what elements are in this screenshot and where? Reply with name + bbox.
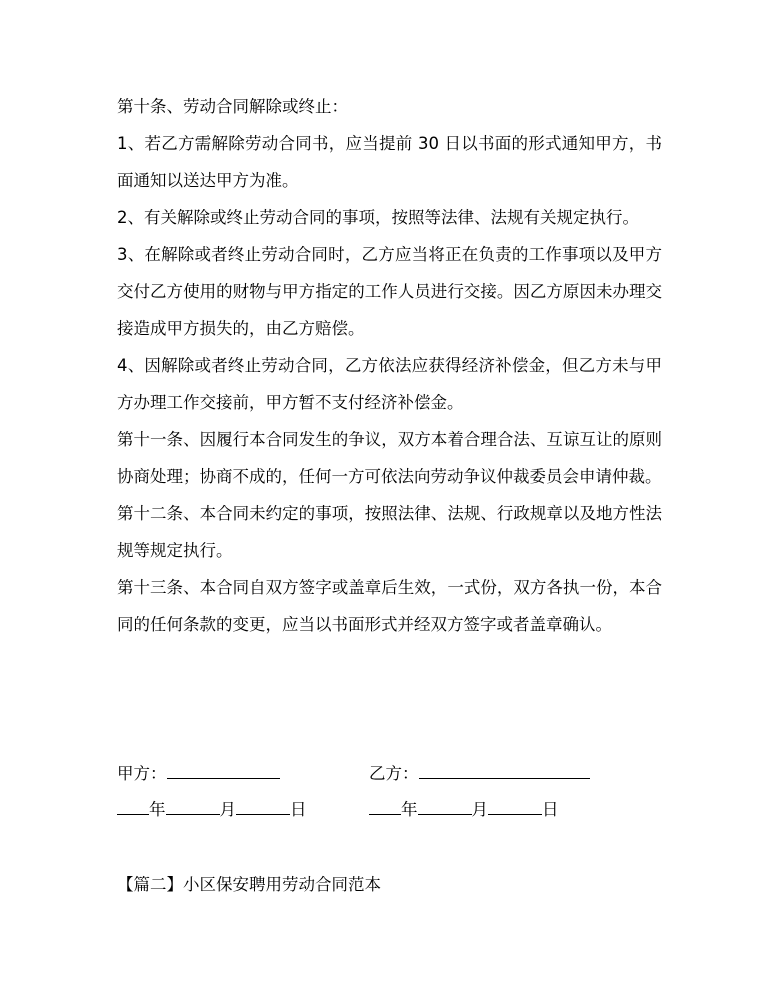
party-a-year-line bbox=[117, 790, 149, 815]
party-a-month-line bbox=[166, 790, 220, 815]
contract-body bbox=[117, 88, 662, 643]
party-b-month-line bbox=[418, 790, 472, 815]
clause-11: 第十一条、因履行本合同发生的争议，双方本着合理合法、互谅互让的原则协商处理；协商不成的，任何一方可依法向劳动争议仲裁委员会申请仲裁。 bbox=[117, 430, 662, 486]
clause-10-item-2: 2、有关解除或终止劳动合同的事项，按照等法律、法规有关规定执行。 bbox=[117, 208, 639, 227]
party-b-day-label: 日 bbox=[542, 800, 559, 819]
party-b-year-line bbox=[369, 790, 401, 815]
clause-12: 第十二条、本合同未约定的事项，按照法律、法规、行政规章以及地方性法规等规定执行。 bbox=[117, 504, 662, 560]
next-section-title: 【篇二】小区保安聘用劳动合同范本 bbox=[117, 875, 381, 894]
party-b-label: 乙方： bbox=[369, 764, 419, 783]
party-a-year-label: 年 bbox=[149, 800, 166, 819]
party-a-month-label: 月 bbox=[219, 800, 236, 819]
clause-13: 第十三条、本合同自双方签字或盖章后生效，一式份，双方各执一份，本合同的任何条款的变更，应当以书面形式并经双方签字或者盖章确认。 bbox=[117, 578, 662, 634]
party-a-day-label: 日 bbox=[290, 800, 307, 819]
clause-10-item-1: 1、若乙方需解除劳动合同书，应当提前 30 日以书面的形式通知甲方，书面通知以送达甲方为准。 bbox=[117, 134, 662, 190]
clause-10-heading: 第十条、劳动合同解除或终止： bbox=[117, 97, 348, 116]
party-a-label: 甲方： bbox=[117, 764, 167, 783]
clause-10-item-4: 4、因解除或者终止劳动合同，乙方依法应获得经济补偿金，但乙方未与甲方办理工作交接前，甲方暂不支付经济补偿金。 bbox=[117, 356, 662, 412]
signature-row bbox=[117, 754, 662, 791]
party-a-signature bbox=[117, 754, 280, 792]
party-b-signature-line bbox=[419, 754, 590, 779]
party-b-month-label: 月 bbox=[471, 800, 488, 819]
party-a-signature-line bbox=[167, 754, 280, 779]
party-b-date bbox=[369, 790, 559, 828]
party-a-day-line bbox=[236, 790, 290, 815]
party-b-day-line bbox=[488, 790, 542, 815]
party-b-year-label: 年 bbox=[401, 800, 418, 819]
clause-10-item-3: 3、在解除或者终止劳动合同时，乙方应当将正在负责的工作事项以及甲方交付乙方使用的财物与甲方指定的工作人员进行交接。因乙方原因未办理交接造成甲方损失的，由乙方赔偿。 bbox=[117, 245, 662, 338]
party-b-signature bbox=[369, 754, 590, 792]
date-row bbox=[117, 790, 662, 827]
party-a-date bbox=[117, 790, 307, 828]
